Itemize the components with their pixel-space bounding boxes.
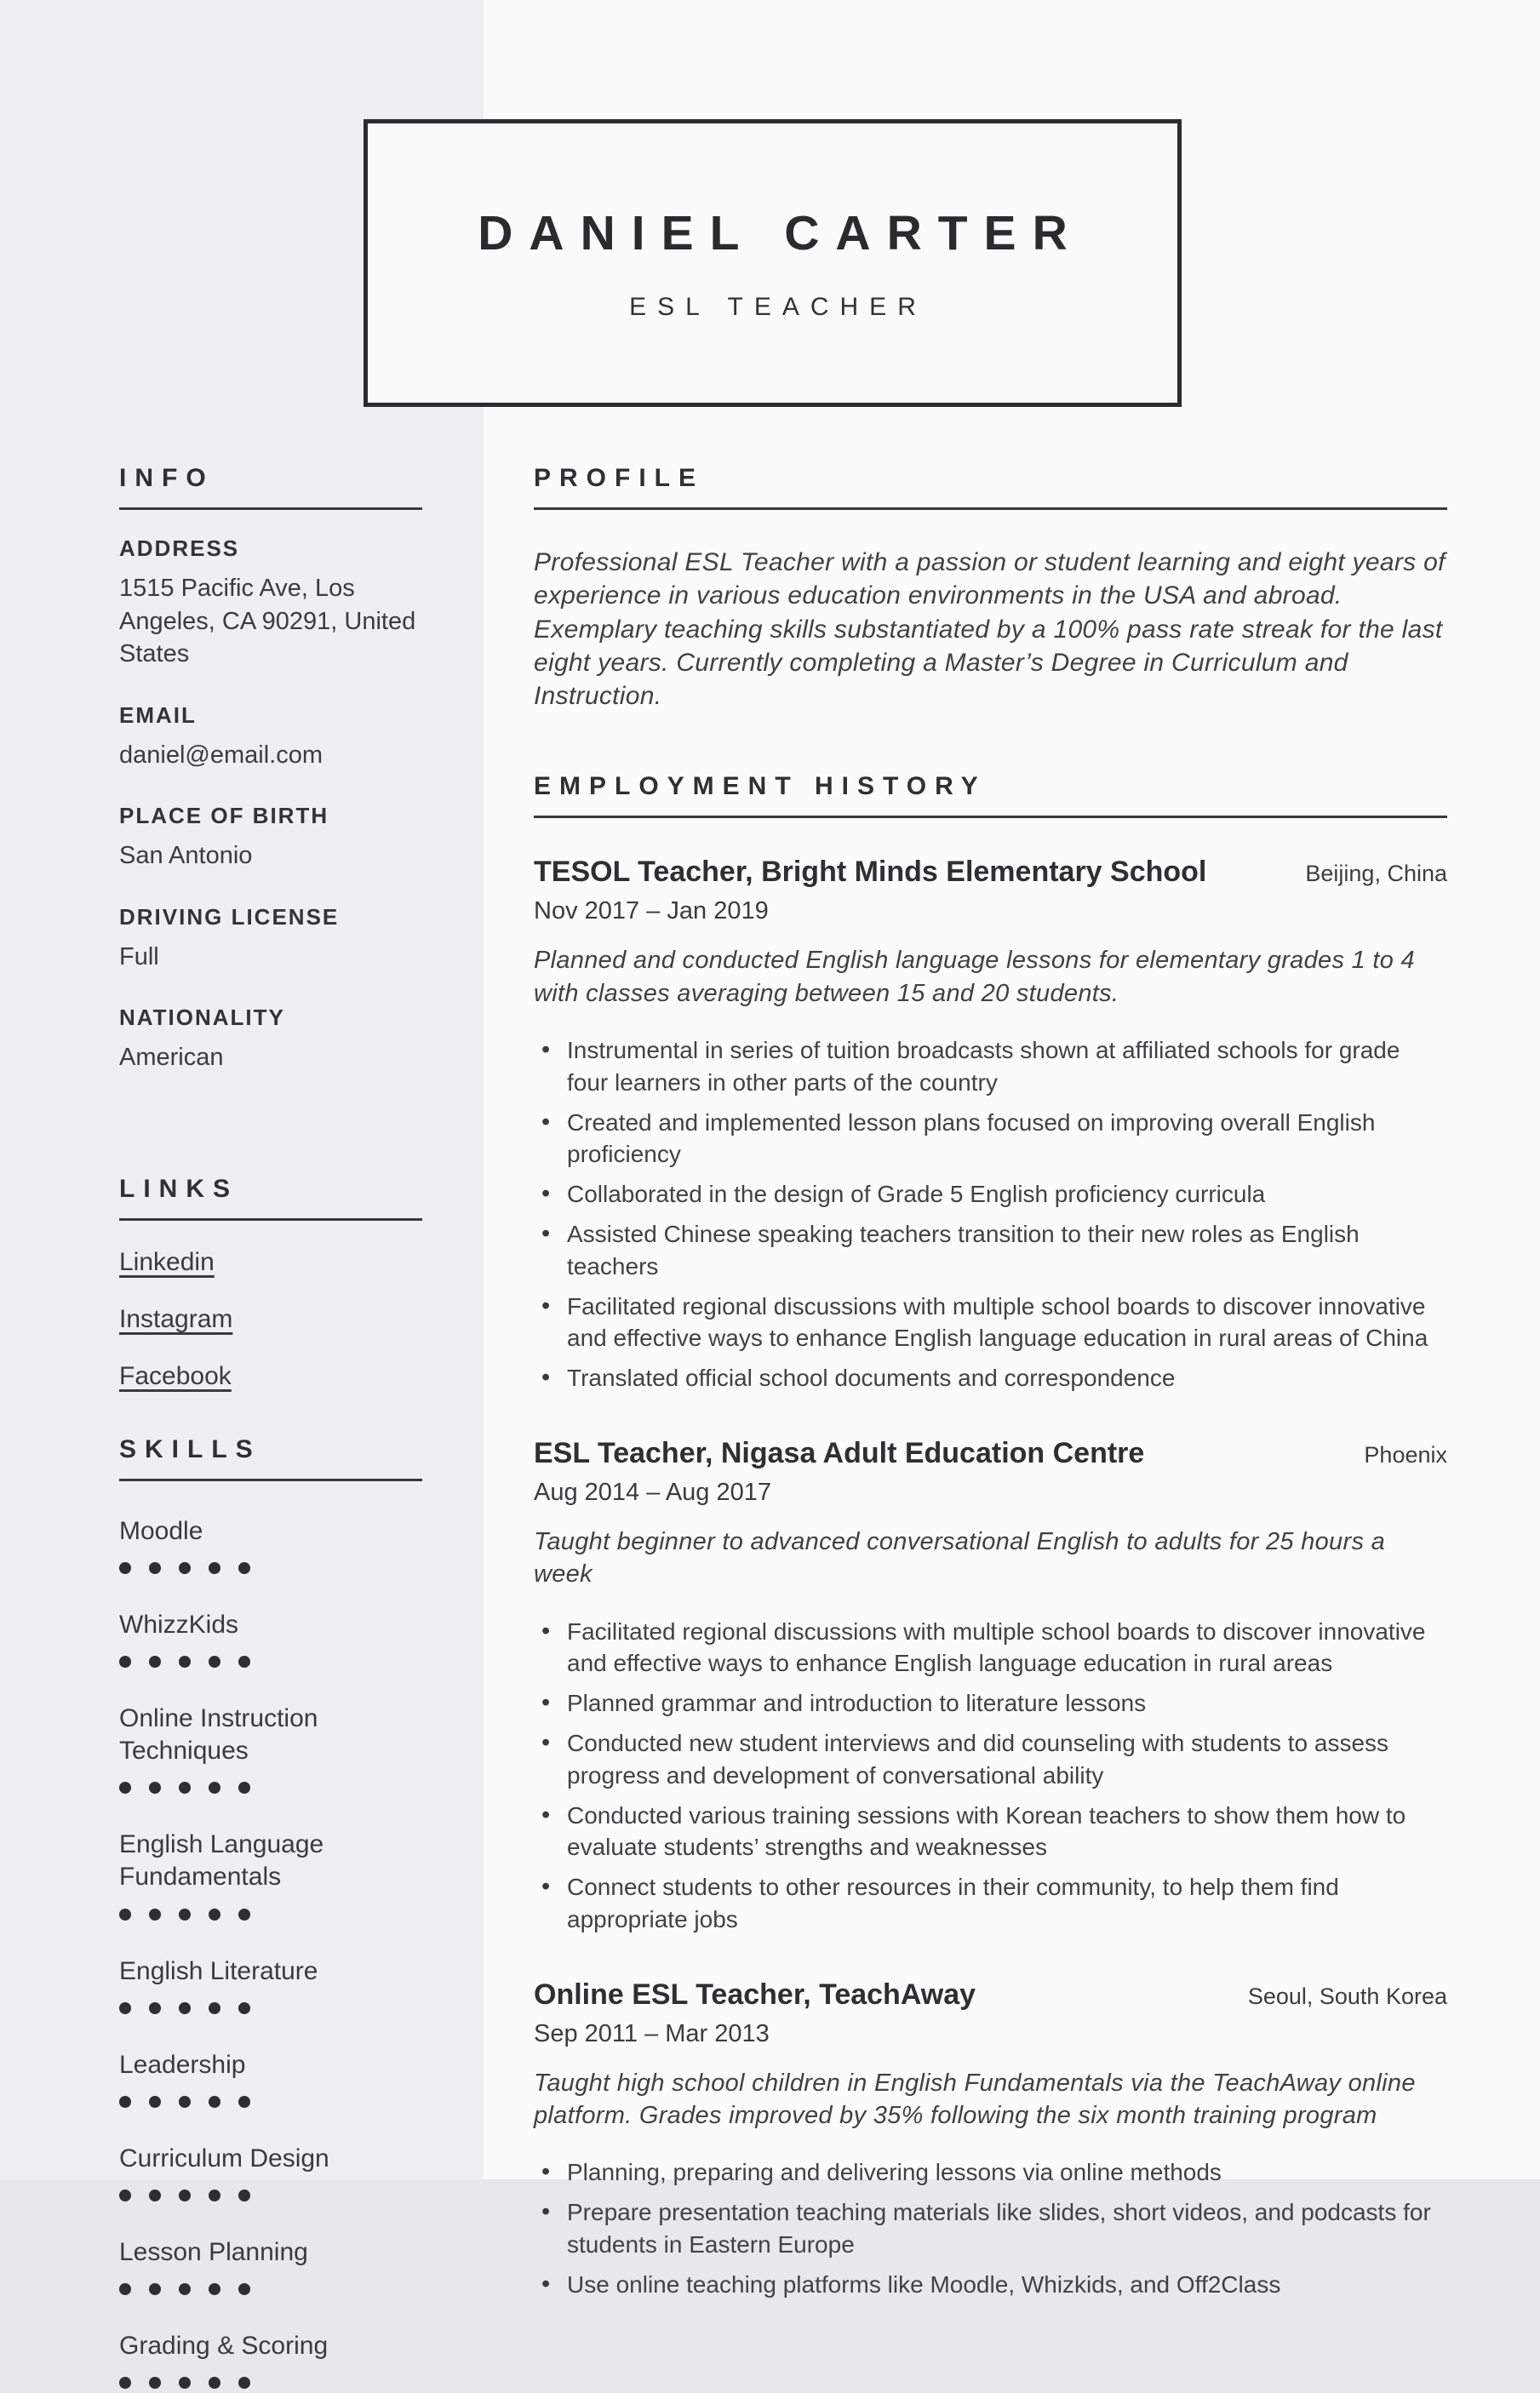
job-title-row <box>534 856 1447 889</box>
links-section <box>119 1175 422 1391</box>
skill-dot-filled <box>238 2096 250 2108</box>
skill-dot-filled <box>119 1656 131 1668</box>
links-heading: LINKS <box>119 1174 238 1203</box>
skill-rating-dots <box>119 2002 422 2015</box>
header-box <box>364 119 1182 407</box>
skill-dot-filled <box>149 2096 161 2108</box>
skill-item <box>119 2049 422 2109</box>
links-list <box>119 1248 422 1391</box>
job-entry <box>534 856 1447 1394</box>
skill-dot-filled <box>238 2190 250 2201</box>
info-heading: INFO <box>119 464 215 492</box>
job-bullet: • Use online teaching platforms like Moodle, Whizkids, and Off2Class <box>534 2269 1447 2301</box>
job-summary: Taught beginner to advanced conversational English to adults for 25 hours a week <box>534 1527 1386 1589</box>
skill-rating-dots <box>119 1909 422 1921</box>
skill-dot-filled <box>209 1909 220 1921</box>
job-bullet: • Connect students to other resources in their community, to help them find appropriate jobs <box>534 1871 1447 1936</box>
skill-item <box>119 2143 422 2202</box>
skill-dot-filled <box>238 2283 250 2295</box>
jobs-list <box>534 856 1447 2300</box>
job-location: Beijing, China <box>1305 861 1447 887</box>
job-dates: Aug 2014 – Aug 2017 <box>534 1478 771 1506</box>
skill-rating-dots <box>119 1656 422 1669</box>
skill-dot-filled <box>119 2096 131 2108</box>
skill-dot-filled <box>119 2190 131 2201</box>
skill-rating-dots <box>119 1562 422 1575</box>
skill-name: Lesson Planning <box>119 2237 308 2266</box>
social-link[interactable]: Instagram <box>119 1304 233 1333</box>
job-title: TESOL Teacher, Bright Minds Elementary School <box>534 856 1207 889</box>
skill-item <box>119 1955 422 2015</box>
skill-dot-filled <box>179 1562 191 1574</box>
job-bullets <box>534 1616 1447 1936</box>
employment-section <box>534 772 1447 2300</box>
job-bullet: • Conducted various training sessions with Korean teachers to show them how to evaluate students’ strengths and weaknesses <box>534 1800 1447 1864</box>
info-field <box>119 1005 422 1074</box>
job-bullet: • Created and implemented lesson plans focused on improving overall English proficiency <box>534 1107 1447 1171</box>
links-divider <box>119 1218 422 1221</box>
profile-section <box>534 464 1447 713</box>
skill-dot-filled <box>179 2190 191 2201</box>
skill-dot-filled <box>209 1782 220 1794</box>
skill-dot-filled <box>149 2190 161 2201</box>
profile-divider <box>534 507 1447 510</box>
person-role: ESL TEACHER <box>629 292 927 321</box>
info-divider <box>119 507 422 510</box>
info-field-value: San Antonio <box>119 842 253 870</box>
skill-name: WhizzKids <box>119 1611 239 1640</box>
skill-dot-filled <box>238 1656 250 1668</box>
skill-dot-filled <box>119 1562 131 1574</box>
skill-dot-filled <box>179 1909 191 1921</box>
info-field-label: EMAIL <box>119 701 197 728</box>
skill-dot-filled <box>179 2002 191 2014</box>
person-name: DANIEL CARTER <box>478 205 1084 260</box>
skill-dot-filled <box>179 2283 191 2295</box>
skill-dot-filled <box>238 1562 250 1574</box>
skill-dot-filled <box>149 1782 161 1794</box>
job-location: Seoul, South Korea <box>1247 1983 1447 2009</box>
job-location: Phoenix <box>1364 1441 1447 1468</box>
skill-name: Grading & Scoring <box>119 2331 329 2360</box>
job-dates: Nov 2017 – Jan 2019 <box>534 897 769 925</box>
skill-dot-filled <box>209 2377 220 2389</box>
info-field <box>119 702 422 772</box>
skill-dot-filled <box>119 2377 131 2389</box>
skill-dot-filled <box>149 1562 161 1574</box>
info-field-value: daniel@email.com <box>119 741 323 769</box>
skill-dot-filled <box>238 1909 250 1921</box>
job-dates: Sep 2011 – Mar 2013 <box>534 2019 770 2047</box>
skill-dot-filled <box>119 1909 131 1921</box>
info-field-label: ADDRESS <box>119 535 240 561</box>
info-field-label: DRIVING LICENSE <box>119 903 340 930</box>
skill-dot-filled <box>209 2002 220 2014</box>
skill-item <box>119 1609 422 1669</box>
job-bullet: • Facilitated regional discussions with multiple school boards to discover innovative and effective ways to enhance English language education in rural areas <box>534 1616 1447 1680</box>
skill-dot-filled <box>209 1562 220 1574</box>
skill-dot-filled <box>179 1656 191 1668</box>
job-summary: Taught high school children in English Fundamentals via the TeachAway online platform. Grades improved by 35% following the six month training program <box>534 2069 1416 2129</box>
info-field <box>119 904 422 974</box>
info-field-value: 1515 Pacific Ave, Los Angeles, CA 90291, United States <box>119 575 416 668</box>
job-title-row <box>534 1437 1447 1470</box>
skill-item <box>119 2236 422 2296</box>
skill-item <box>119 1515 422 1575</box>
skill-rating-dots <box>119 2283 422 2296</box>
skill-name: English Language Fundamentals <box>119 1830 324 1892</box>
skill-dot-filled <box>149 1909 161 1921</box>
skill-dot-filled <box>119 1782 131 1794</box>
skill-name: Moodle <box>119 1516 203 1545</box>
skill-dot-filled <box>238 1782 250 1794</box>
employment-heading: EMPLOYMENT HISTORY <box>534 772 987 801</box>
job-summary: Planned and conducted English language lessons for elementary grades 1 to 4 with classes averaging between 15 and 20 students. <box>534 947 1415 1007</box>
job-bullet: • Assisted Chinese speaking teachers transition to their new roles as English teachers <box>534 1218 1447 1283</box>
skill-dot-filled <box>119 2283 131 2295</box>
job-bullets <box>534 1034 1447 1394</box>
skill-dot-filled <box>149 2377 161 2389</box>
skill-rating-dots <box>119 2096 422 2109</box>
job-bullet: • Planned grammar and introduction to literature lessons <box>534 1687 1447 1720</box>
job-bullet: • Facilitated regional discussions with multiple school boards to discover innovative and effective ways to enhance English language education in rural areas of China <box>534 1291 1447 1355</box>
employment-divider <box>534 816 1447 818</box>
job-bullets <box>534 2156 1447 2300</box>
job-entry <box>534 1437 1447 1936</box>
skill-dot-filled <box>209 1656 220 1668</box>
job-bullet: • Collaborated in the design of Grade 5 English proficiency curricula <box>534 1178 1447 1211</box>
skill-item <box>119 1829 422 1921</box>
skills-divider <box>119 1479 422 1481</box>
skill-dot-filled <box>179 2377 191 2389</box>
skill-dot-filled <box>238 2377 250 2389</box>
job-bullet: • Prepare presentation teaching materials like slides, short videos, and podcasts for students in Eastern Europe <box>534 2196 1447 2261</box>
skill-item <box>119 1703 422 1795</box>
skill-dot-filled <box>149 2002 161 2014</box>
skill-name: Leadership <box>119 2050 246 2079</box>
skill-rating-dots <box>119 2190 422 2202</box>
info-field-label: PLACE OF BIRTH <box>119 803 329 829</box>
skill-dot-filled <box>149 2283 161 2295</box>
social-link[interactable]: Linkedin <box>119 1247 215 1276</box>
info-fields <box>119 535 422 1074</box>
skill-name: Online Instruction Techniques <box>119 1704 318 1766</box>
skills-heading: SKILLS <box>119 1434 261 1463</box>
info-field-label: NATIONALITY <box>119 1005 285 1031</box>
info-field <box>119 535 422 671</box>
job-entry <box>534 1978 1447 2301</box>
info-field <box>119 803 422 873</box>
social-link[interactable]: Facebook <box>119 1361 232 1390</box>
job-bullet: • Planning, preparing and delivering lessons via online methods <box>534 2156 1447 2189</box>
job-title: ESL Teacher, Nigasa Adult Education Centre <box>534 1436 1145 1469</box>
skill-dot-filled <box>238 2002 250 2014</box>
skill-dot-filled <box>179 1782 191 1794</box>
profile-heading: PROFILE <box>534 464 705 492</box>
skill-dot-filled <box>149 1656 161 1668</box>
skills-list <box>119 1515 422 2390</box>
job-bullet: • Conducted new student interviews and did counseling with students to assess progress and development of conversational ability <box>534 1727 1447 1792</box>
info-section <box>119 464 422 1074</box>
skill-name: English Literature <box>119 1956 318 1985</box>
skill-dot-filled <box>119 2002 131 2014</box>
skill-rating-dots <box>119 1782 422 1795</box>
skill-rating-dots <box>119 2377 422 2390</box>
skill-dot-filled <box>209 2096 220 2108</box>
skill-dot-filled <box>209 2190 220 2201</box>
skill-item <box>119 2330 422 2390</box>
job-title: Online ESL Teacher, TeachAway <box>534 1978 976 2011</box>
job-bullet: • Translated official school documents and correspondence <box>534 1362 1447 1394</box>
profile-text: Professional ESL Teacher with a passion or student learning and eight years of experience in various education environments in the USA and abroad. Exemplary teaching skills substantiated by a 100% pass rate streak for the last eight years. Currently completing a Master’s Degree in Curriculum and Instruction. <box>534 548 1446 711</box>
skill-dot-filled <box>179 2096 191 2108</box>
info-field-value: American <box>119 1044 224 1072</box>
job-title-row <box>534 1978 1447 2012</box>
skill-dot-filled <box>209 2283 220 2295</box>
skills-section <box>119 1435 422 2390</box>
skill-name: Curriculum Design <box>119 2144 329 2173</box>
info-field-value: Full <box>119 942 159 970</box>
job-bullet: • Instrumental in series of tuition broadcasts shown at affiliated schools for grade four learners in other parts of the country <box>534 1034 1447 1099</box>
